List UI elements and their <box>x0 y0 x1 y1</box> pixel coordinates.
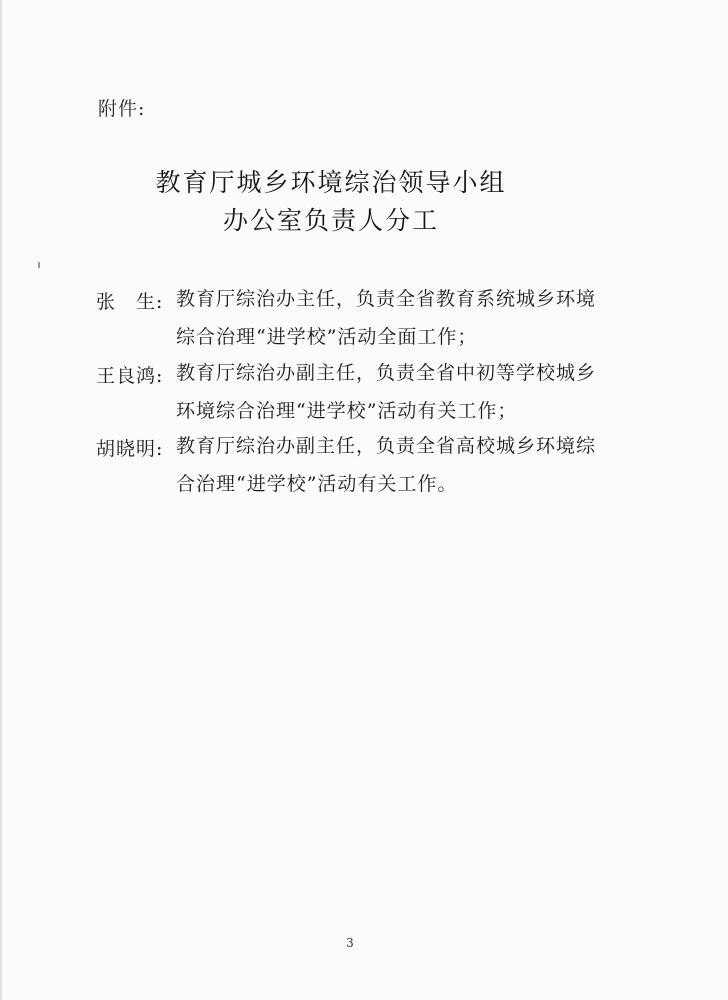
assignee-duty: 教育厅综治办副主任，负责全省中初等学校城乡环境综合治理“进学校”活动有关工作； <box>176 362 597 422</box>
document-title-line1: 教育厅城乡环境综治领导小组 <box>155 168 507 197</box>
scan-edge-shadow <box>0 0 3 1000</box>
assignee-name: 王良鸿: <box>96 365 164 387</box>
assignee-duty: 教育厅综治办主任，负责全省教育系统城乡环境综合治理“进学校”活动全面工作； <box>176 288 597 348</box>
assignee-duty: 教育厅综治办副主任，负责全省高校城乡环境综合治理“进学校”活动有关工作。 <box>176 435 597 495</box>
page-number: 3 <box>346 936 354 950</box>
document-title-line2: 办公室负责人分工 <box>222 206 439 235</box>
assignee-name: 张 生: <box>96 291 164 313</box>
assignee-name: 胡晓明: <box>96 438 164 460</box>
scan-speck <box>38 262 40 268</box>
attachment-label: 附件: <box>98 98 146 120</box>
